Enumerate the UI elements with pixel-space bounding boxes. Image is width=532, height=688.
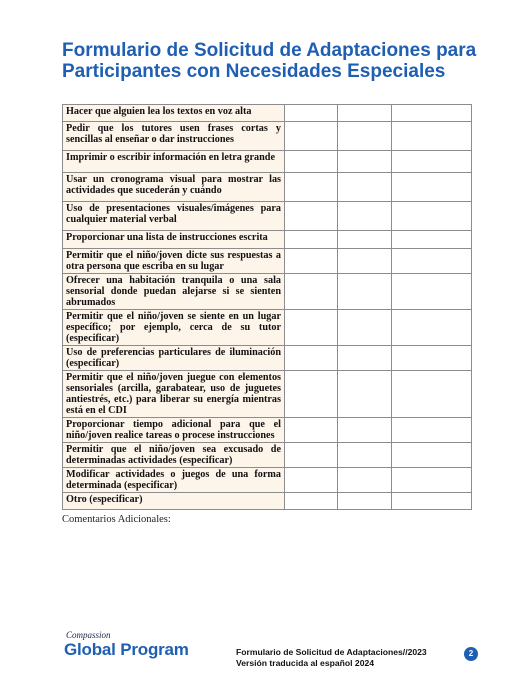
row-label: Uso de presentaciones visuales/imágenes para cualquier material verbal [63,202,285,231]
title-line-1: Formulario de Solicitud de Adaptaciones para [62,40,477,61]
table-row [63,151,472,173]
answer-cell[interactable] [392,249,472,274]
row-label: Permitir que el niño/joven juegue con elementos sensoriales (arcilla, garabatear, uso de juguetes antiestrés, etc.) para liberar su energía mientras está en el CDI [63,371,285,418]
answer-cell[interactable] [285,173,338,202]
answer-cell[interactable] [285,371,338,418]
answer-cell[interactable] [392,151,472,173]
answer-cell[interactable] [338,122,392,151]
table-row [63,173,472,202]
additional-comments-label: Comentarios Adicionales: [62,514,171,525]
answer-cell[interactable] [338,274,392,310]
table-row [63,371,472,418]
answer-cell[interactable] [285,346,338,371]
table-row [63,105,472,122]
row-label: Proporcionar una lista de instrucciones escrita [63,231,285,249]
answer-cell[interactable] [285,202,338,231]
answer-cell[interactable] [285,122,338,151]
logo-compassion: Compassion [66,630,111,640]
answer-cell[interactable] [392,418,472,443]
answer-cell[interactable] [338,202,392,231]
row-label: Pedir que los tutores usen frases cortas y sencillas al enseñar o dar instrucciones [63,122,285,151]
row-label: Ofrecer una habitación tranquila o una sala sensorial donde puedan alejarse si se sienten abrumados [63,274,285,310]
row-label: Imprimir o escribir información en letra grande [63,151,285,173]
document-title [62,40,502,82]
answer-cell[interactable] [392,468,472,493]
table-row [63,443,472,468]
answer-cell[interactable] [285,274,338,310]
row-label: Proporcionar tiempo adicional para que el niño/joven realice tareas o procese instrucciones [63,418,285,443]
table-row [63,346,472,371]
answer-cell[interactable] [338,493,392,510]
answer-cell[interactable] [285,105,338,122]
row-label: Usar un cronograma visual para mostrar las actividades que sucederán y cuándo [63,173,285,202]
answer-cell[interactable] [392,346,472,371]
answer-cell[interactable] [285,468,338,493]
answer-cell[interactable] [285,443,338,468]
answer-cell[interactable] [338,468,392,493]
answer-cell[interactable] [338,346,392,371]
answer-cell[interactable] [285,310,338,346]
row-label: Uso de preferencias particulares de iluminación (especificar) [63,346,285,371]
answer-cell[interactable] [285,231,338,249]
answer-cell[interactable] [338,173,392,202]
table-row [63,249,472,274]
page-number-badge: 2 [464,647,478,661]
row-label: Otro (especificar) [63,493,285,510]
answer-cell[interactable] [338,418,392,443]
answer-cell[interactable] [392,371,472,418]
answer-cell[interactable] [392,173,472,202]
table-row [63,493,472,510]
answer-cell[interactable] [392,202,472,231]
accommodations-table [62,104,472,510]
footer-line-1: Formulario de Solicitud de Adaptaciones//2023 [236,647,427,657]
answer-cell[interactable] [338,443,392,468]
answer-cell[interactable] [338,371,392,418]
footer-text [236,647,427,669]
answer-cell[interactable] [338,249,392,274]
answer-cell[interactable] [392,105,472,122]
row-label: Permitir que el niño/joven sea excusado de determinadas actividades (especificar) [63,443,285,468]
answer-cell[interactable] [392,310,472,346]
answer-cell[interactable] [338,151,392,173]
answer-cell[interactable] [392,443,472,468]
answer-cell[interactable] [392,231,472,249]
table-row [63,231,472,249]
logo-global-program: Global Program [64,640,189,659]
table-row [63,202,472,231]
footer-line-2: Versión traducida al español 2024 [236,658,375,668]
title-line-2: Participantes con Necesidades Especiales [62,61,446,82]
table-row [63,468,472,493]
table-row [63,418,472,443]
row-label: Permitir que el niño/joven se siente en un lugar específico; por ejemplo, cerca de su tutor (especificar) [63,310,285,346]
answer-cell[interactable] [338,310,392,346]
answer-cell[interactable] [392,274,472,310]
table-row [63,310,472,346]
answer-cell[interactable] [285,249,338,274]
table-row [63,122,472,151]
answer-cell[interactable] [392,493,472,510]
answer-cell[interactable] [285,151,338,173]
row-label: Permitir que el niño/joven dicte sus respuestas a otra persona que escriba en su lugar [63,249,285,274]
table-row [63,274,472,310]
row-label: Hacer que alguien lea los textos en voz alta [63,105,285,122]
answer-cell[interactable] [285,493,338,510]
answer-cell[interactable] [285,418,338,443]
answer-cell[interactable] [392,122,472,151]
answer-cell[interactable] [338,105,392,122]
answer-cell[interactable] [338,231,392,249]
row-label: Modificar actividades o juegos de una forma determinada (especificar) [63,468,285,493]
